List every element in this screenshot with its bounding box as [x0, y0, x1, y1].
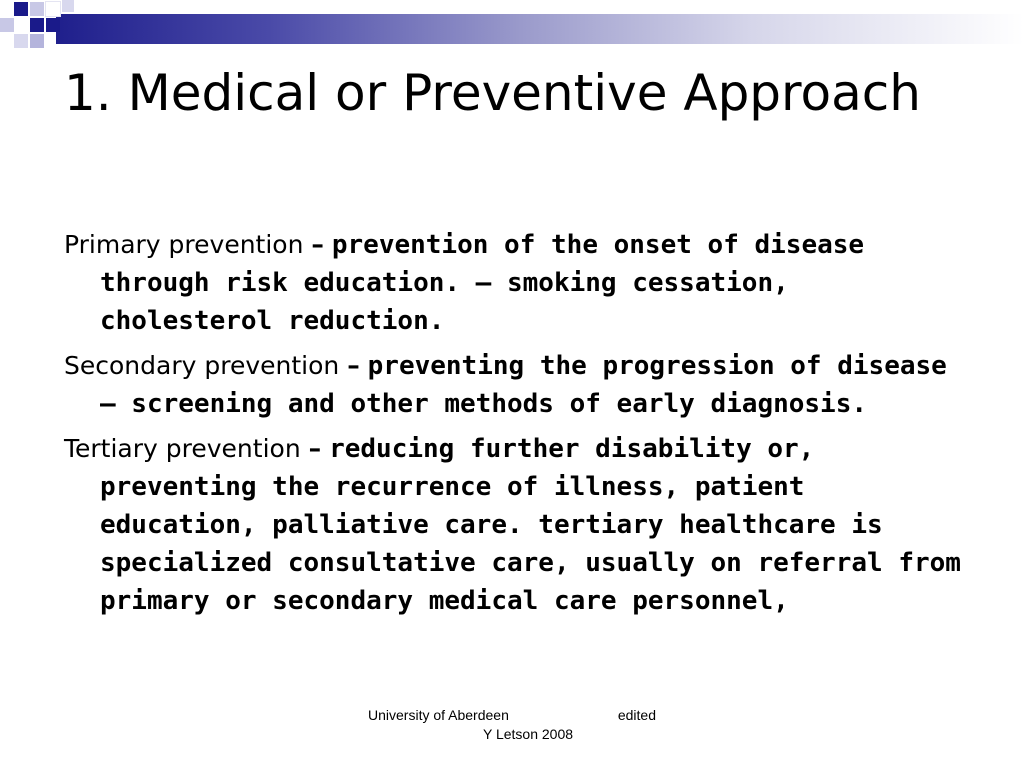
item-separator: – [308, 434, 322, 463]
decorative-square [0, 18, 14, 32]
item-separator: – [347, 351, 360, 380]
slide-title: 1. Medical or Preventive Approach [64, 64, 921, 122]
item-term: Tertiary prevention [64, 434, 301, 463]
item-term: Secondary prevention [64, 351, 340, 380]
slide-footer [360, 706, 670, 744]
decorative-square [14, 2, 28, 16]
decorative-square [14, 34, 28, 48]
list-item-tertiary [64, 430, 964, 620]
prevention-list [64, 226, 964, 627]
item-description: preventing the progression of disease – screening and other methods of early diagnosis. [100, 351, 947, 419]
decorative-square [46, 2, 60, 16]
header-gradient-bar [56, 14, 1024, 44]
decorative-square [30, 2, 44, 16]
item-separator: – [311, 230, 324, 259]
decorative-square [62, 0, 74, 12]
item-description: prevention of the onset of disease through risk education. – smoking cessation, cholesterol reduction. [100, 230, 865, 336]
footer-edited-label: edited [617, 707, 656, 723]
decorative-square [30, 34, 44, 48]
list-item-primary [64, 226, 964, 340]
footer-editor: Y Letson 2008 [482, 726, 574, 742]
decorative-square [30, 18, 44, 32]
header-decoration [0, 0, 1024, 52]
footer-line [360, 706, 670, 725]
list-item-secondary [64, 347, 964, 423]
item-term: Primary prevention [64, 230, 304, 259]
decorative-square [46, 18, 60, 32]
footer-organization: University of Aberdeen [368, 707, 509, 723]
item-description: reducing further disability or, preventing the recurrence of illness, patient education, palliative care. tertiary healthcare is specialized consultative care, usually on referral from primary or secondary medical care personnel, [100, 434, 961, 616]
